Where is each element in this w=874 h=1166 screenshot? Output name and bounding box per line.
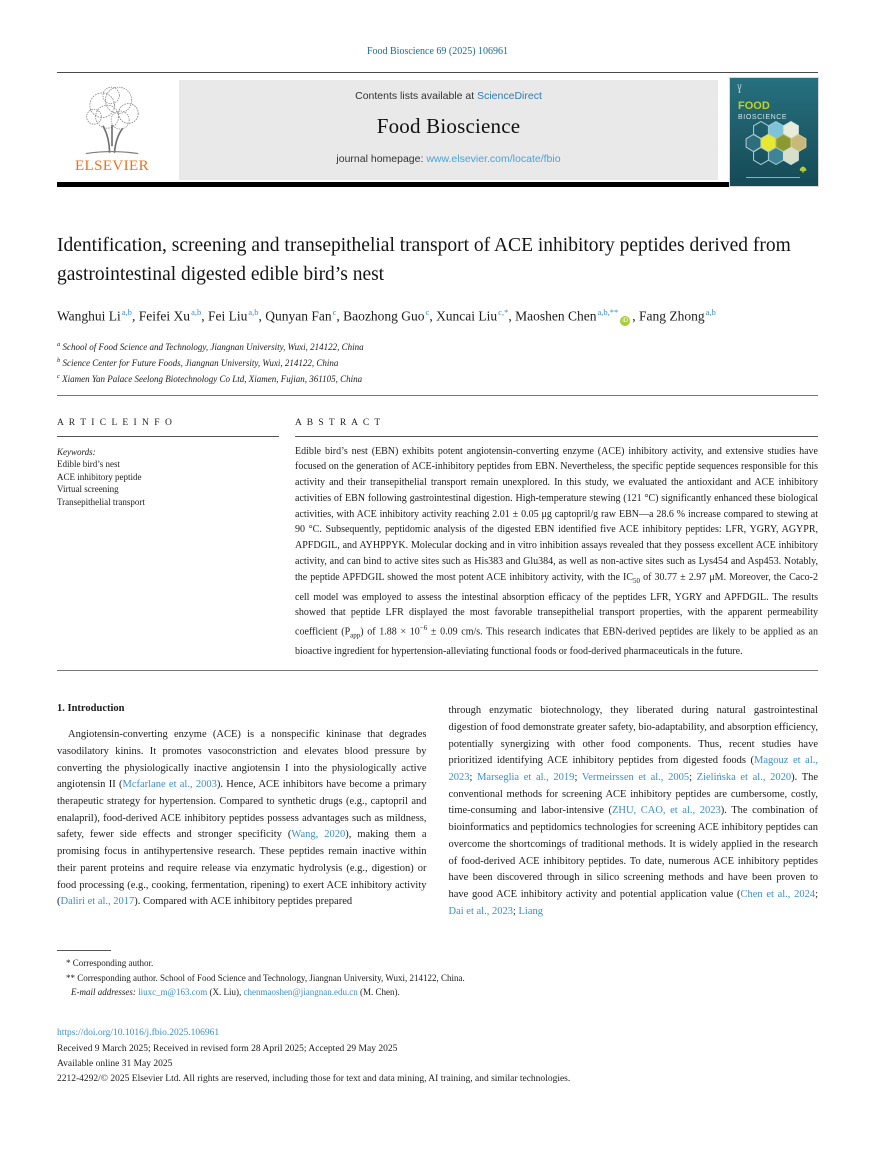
inline-link[interactable]: Marseglia et al., 2019	[477, 772, 575, 783]
journal-citation: Food Bioscience 69 (2025) 106961	[366, 46, 509, 57]
keyword-item: Virtual screening	[57, 484, 119, 494]
masthead	[57, 80, 818, 180]
abstract-text: Edible bird’s nest (EBN) exhibits potent angiotensin-converting enzyme (ACE) inhibitory activity, and extensive studies have focused on the generation of ACE-inhibitory peptides from EBN. Nevertheless, the specific peptide sequences responsible for this activity and their transepithelial transport remain unexplored. In this study, we evaluated the antioxidant and ACE inhibitory activities of EBN following gastrointestinal digestion. High-temperature stewing (121 °C) significantly enhanced these biological activities, with ACE inhibitory activity reaching 2.01 ± 0.05 μg captopril/g raw EBN—a 28.6 % increase compared to stewing at 90 °C. Subsequently, peptidomic analysis of the digested EBN identified five ACE inhibitory peptides: LFR, YGRY, AGYPR, APFDGIL, and AYHPPYK. Molecular docking and in vitro inhibition assays revealed that they possess excellent ACE inhibitory activity, and can bind to active sites such as His383 and Glu384, as well as non-active sites such as Lys454 and Asp453. Notably, the peptide APFDGIL showed the most potent ACE inhibitory activity, with the $IC_{50}$ of 30.77 ± 2.97 μM. Moreover, the Caco-2 cell model was employed to assess the intestinal absorption efficacy of the peptides LFR, YGRY and APFDGIL. The results showed that peptide LFR displayed the most favorable transepithelial transport properties, with the apparent permeability coefficient $(P_{app})$ of $1.88 \times 10^{-6} \pm 0.09$ cm/s. This research indicates that EBN-derived peptides are likely to be applied as an bioactive ingredient for hypertension-alleviating functional foods or food-derived pharmaceuticals in the future.	[295, 445, 818, 658]
author-list: Wanghui Li$^{a,b}$, Feifei Xu$^{a,b}$, Fei Liu$^{a,b}$, Qunyan Fan$^c$, Baozhong Guo$^c$, Xuncai Liu$^{c,*}$, Maoshen Chen$^{a,b,**}$iD , Fang Zhong$^{a,b}$	[57, 307, 716, 324]
abstract-rule	[295, 436, 818, 437]
inline-link[interactable]: c,*	[498, 307, 509, 317]
body-columns	[57, 689, 818, 920]
introduction-paragraph-left: Angiotensin-converting enzyme (ACE) is a nonspecific kininase that degrades vasodilatory kinins. It promotes vasoconstriction and elevates blood pressure by converting the physiologically inactive angiotensin I into the physiologically active angiotensin II (Mcfarlane et al., 2003). Hence, ACE inhibitors have become a primary therapeutic strategy for hypertension. Compared to synthetic drugs (e.g., captopril and enalapril), food-derived ACE inhibitory peptides possess advantages such as mildness, safety, fewer side effects and stronger specificity (Wang, 2020), making them a promising focus in antihypertensive research. These peptides remain inactive within their parent proteins and require release via enzymatic hydrolysis (e.g., digestion) or food processing (e.g., cooking, fermentation, ripening) to exert ACE inhibitory activity (Daliri et al., 2017). Compared with ACE inhibitory peptides prepared	[57, 729, 427, 908]
inline-link[interactable]: a,b	[705, 307, 716, 317]
inline-link[interactable]: a,b	[191, 307, 202, 317]
introduction-heading: 1. Introduction	[57, 703, 125, 715]
footnote-corresponding-1: * Corresponding author.	[66, 958, 154, 969]
journal-title: Food Bioscience	[376, 114, 521, 138]
doi-link[interactable]: https://doi.org/10.1016/j.fbio.2025.106961	[57, 1027, 220, 1038]
inline-link[interactable]: Mcfarlane et al., 2003	[122, 779, 217, 791]
footnotes	[57, 950, 818, 1000]
inline-link[interactable]: liuxc_m@163.com	[138, 987, 208, 998]
available-online: Available online 31 May 2025	[57, 1058, 173, 1069]
cover-title-food: FOOD	[738, 100, 770, 112]
homepage-prefix: journal homepage:	[336, 153, 427, 165]
inline-link[interactable]: Vermeirssen et al., 2005	[581, 772, 690, 783]
article-info-heading: A R T I C L E I N F O	[57, 417, 174, 428]
sciencedirect-link[interactable]: ScienceDirect	[477, 90, 542, 102]
inline-link[interactable]: a,b	[121, 307, 132, 317]
footnote-corresponding-2: ** Corresponding author. School of Food Science and Technology, Jiangnan University, Wuxi, 214122, China.	[66, 972, 465, 983]
footnote-rule	[57, 950, 111, 951]
contents-line	[179, 80, 718, 102]
inline-link[interactable]: a,b	[248, 307, 259, 317]
footnote-emails: E-mail addresses: liuxc_m@163.com (X. Liu), chenmaoshen@jiangnan.edu.cn (M. Chen).	[71, 987, 400, 998]
affiliation-c: $^c$ Xiamen Yan Palace Seelong Biotechnology Co Ltd, Xiamen, Fujian, 361105, China	[57, 372, 363, 384]
affiliation-b: $^b$ Science Center for Future Foods, Jiangnan University, Wuxi, 214122, China	[57, 356, 339, 368]
keywords-label: Keywords:	[57, 446, 96, 457]
elsevier-tree-icon	[71, 80, 153, 160]
homepage-line	[179, 153, 718, 165]
article-info-rule	[57, 436, 279, 437]
affiliation-a: $^a$ School of Food Science and Technology, Jiangnan University, Wuxi, 214122, China	[57, 340, 364, 352]
inline-link[interactable]: c	[425, 307, 430, 317]
keyword-item: ACE inhibitory peptide	[57, 471, 142, 482]
inline-link[interactable]: Wang, 2020	[291, 829, 346, 841]
article-title: Identification, screening and transepithelial transport of ACE inhibitory peptides derived from gastrointestinal digested edible bird’s nest	[57, 235, 791, 285]
abstract-column	[295, 396, 818, 661]
keyword-item: Edible bird’s nest	[57, 459, 120, 469]
info-abstract-section	[57, 396, 818, 661]
received-dates: Received 9 March 2025; Received in revised form 28 April 2025; Accepted 29 May 2025	[57, 1043, 398, 1054]
top-rule	[57, 72, 818, 73]
inline-link[interactable]: Magouz et al., 2023	[448, 755, 819, 783]
journal-header-box	[179, 80, 718, 180]
abstract-heading: A B S T R A C T	[295, 417, 382, 428]
inline-link[interactable]: c	[332, 307, 337, 317]
inline-link[interactable]: Daliri et al., 2017	[60, 896, 135, 908]
journal-homepage-link[interactable]: www.elsevier.com/locate/fbio	[426, 153, 561, 165]
copyright-line: 2212-4292/© 2025 Elsevier Ltd. All rights are reserved, including those for text and data mining, AI training, and similar technologies.	[57, 1073, 571, 1084]
inline-link[interactable]: a,b,**	[597, 307, 619, 317]
keyword-item: Transepithelial transport	[57, 496, 145, 507]
header-divider-bar	[57, 182, 818, 187]
journal-cover-image	[730, 78, 818, 186]
article-info-column	[57, 396, 279, 661]
affiliations	[57, 338, 818, 386]
inline-link[interactable]: ZHU, CAO, et al., 2023	[611, 805, 721, 817]
elsevier-logo	[57, 80, 167, 180]
orcid-icon[interactable]: iD	[620, 316, 630, 326]
right-column	[449, 689, 819, 920]
cover-title-bioscience: BIOSCIENCE	[738, 114, 788, 121]
introduction-paragraph-right: through enzymatic biotechnology, they liberated during natural gastrointestinal digestion of food demonstrate greater safety, bio-adaptability, and absorption efficiency, potentially synergizing with other food components. Thus, recent studies have prioritized identifying ACE inhibitory peptides from digested foods (Magouz et al., 2023; Marseglia et al., 2019; Vermeirssen et al., 2005; Zielińska et al., 2020). The conventional methods for screening ACE inhibitory peptides are cumbersome, costly, time-consuming and labor-intensive (ZHU, CAO, et al., 2023). The combination of bioinformatics and peptidomics technologies for screening ACE inhibitory peptides can overcome the shortcomings of traditional methods. It is widely applied in the research of food-derived ACE inhibitory peptides. To date, numerous ACE inhibitory peptides have been discovered through in silico screening methods and have been proven to have good ACE inhibitory activity and potential application value (Chen et al., 2024; Dai et al., 2023; Liang	[448, 705, 819, 917]
inline-link[interactable]: Liang	[518, 905, 543, 917]
article-footer	[57, 1026, 818, 1087]
left-column	[57, 689, 427, 920]
elsevier-wordmark: ELSEVIER	[74, 158, 150, 174]
inline-link[interactable]: Chen et al., 2024	[740, 888, 816, 900]
inline-link[interactable]: Zielińska et al., 2020	[696, 772, 792, 783]
contents-prefix: Contents lists available at	[355, 90, 478, 102]
inline-link[interactable]: chenmaoshen@jiangnan.edu.cn	[243, 987, 358, 998]
section-rule-bottom	[57, 670, 818, 671]
inline-link[interactable]: Dai et al., 2023	[448, 905, 513, 917]
